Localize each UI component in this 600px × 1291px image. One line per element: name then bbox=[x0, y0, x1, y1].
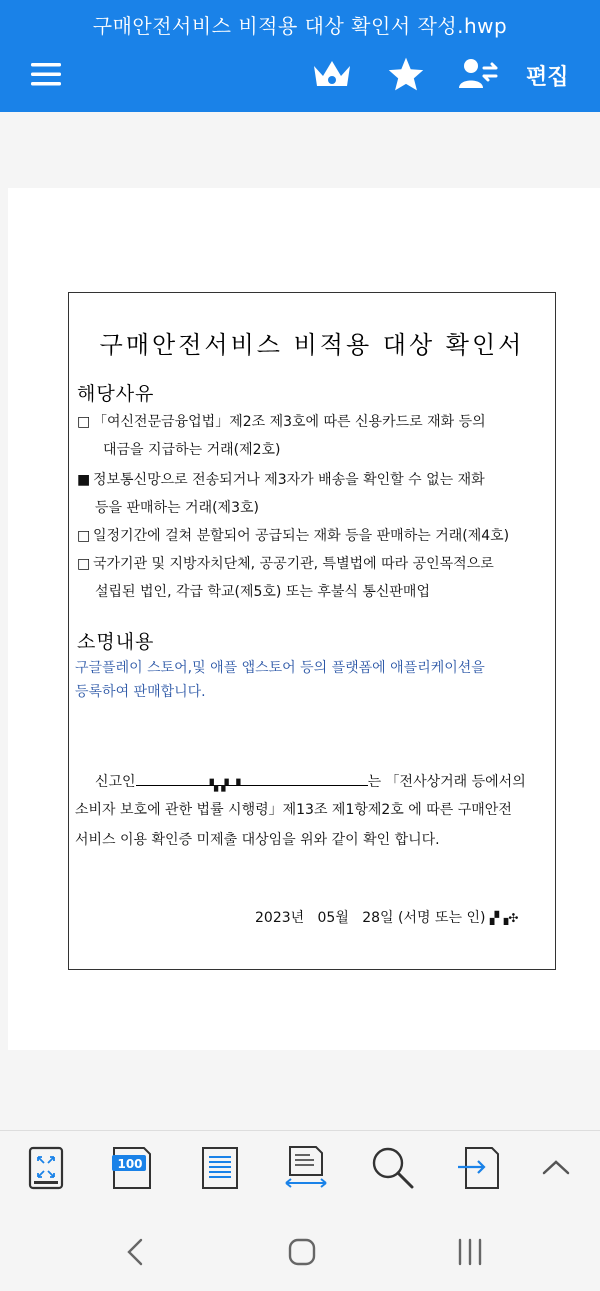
explanation-line-2: 등록하여 판매합니다. bbox=[75, 684, 206, 700]
checkbox-mark: □ bbox=[77, 528, 91, 544]
checkbox-mark: ■ bbox=[77, 472, 91, 488]
reporter-label: 신고인 bbox=[95, 774, 136, 790]
zoom-100-icon[interactable] bbox=[110, 1145, 154, 1191]
document-frame bbox=[68, 292, 556, 970]
underline-blank bbox=[284, 785, 368, 786]
reason-item-2-cont: 등을 판매하는 거래(제3호) bbox=[95, 500, 259, 516]
reason-item-1 bbox=[77, 411, 486, 431]
menu-icon[interactable] bbox=[24, 52, 68, 96]
chevron-up-icon[interactable] bbox=[534, 1145, 578, 1191]
reason-text: 「여신전문금융업법」제2조 제3호에 따른 신용카드로 재화 등의 bbox=[93, 414, 486, 430]
signature-note: (서명 또는 인) bbox=[398, 910, 486, 926]
reason-item-4-cont: 설립된 법인, 각급 학교(제5호) 또는 후불식 통신판매업 bbox=[95, 584, 430, 600]
reason-text: 정보통신망으로 전송되거나 제3자가 배송을 확인할 수 없는 재화 bbox=[93, 472, 485, 488]
section-heading-reasons: 해당사유 bbox=[77, 383, 155, 405]
reason-item-4 bbox=[77, 553, 494, 573]
page-view-icon[interactable] bbox=[198, 1145, 242, 1191]
declaration-line-2: 소비자 보호에 관한 법률 시행령」제13조 제1항제2호 에 따른 구매안전 bbox=[75, 802, 512, 818]
system-nav-bar bbox=[0, 1210, 600, 1291]
declaration-line-3: 서비스 이용 확인증 미제출 대상임을 위와 같이 확인 합니다. bbox=[75, 832, 440, 848]
star-icon[interactable] bbox=[384, 52, 428, 96]
reason-item-1-cont: 대금을 지급하는 거래(제2호) bbox=[103, 442, 281, 458]
declaration-line-1 bbox=[95, 771, 526, 791]
zoom-badge: 100 bbox=[117, 1157, 143, 1171]
reason-text: 국가기관 및 지방자치단체, 공공기관, 특별법에 따라 공인목적으로 bbox=[93, 556, 494, 572]
date-year: 2023년 bbox=[255, 910, 305, 926]
fit-screen-icon[interactable] bbox=[24, 1145, 68, 1191]
section-heading-explanation: 소명내용 bbox=[77, 631, 155, 653]
recent-apps-icon[interactable] bbox=[450, 1232, 490, 1272]
crown-icon[interactable] bbox=[310, 52, 354, 96]
explanation-line-1: 구글플레이 스토어,및 애플 앱스토어 등의 플랫폼에 애플리케이션을 bbox=[75, 660, 485, 676]
home-icon[interactable] bbox=[282, 1232, 322, 1272]
document-viewport[interactable] bbox=[0, 112, 600, 1130]
signature-mark: ▞▗✣ bbox=[489, 911, 519, 925]
bottom-toolbar bbox=[0, 1130, 600, 1211]
declaration-suffix: 는 「전사상거래 등에서의 bbox=[367, 774, 526, 790]
document-page bbox=[8, 188, 600, 1050]
reporter-name-blank bbox=[172, 779, 284, 792]
back-icon[interactable] bbox=[116, 1232, 156, 1272]
reflow-icon[interactable] bbox=[284, 1145, 328, 1191]
search-icon[interactable] bbox=[370, 1145, 414, 1191]
underline-blank bbox=[136, 785, 172, 786]
redacted-name-mark: ▚▗▘▝ bbox=[209, 779, 240, 792]
user-swap-icon[interactable] bbox=[456, 52, 500, 96]
reason-text: 일정기간에 걸쳐 분할되어 공급되는 재화 등을 판매하는 거래(제4호) bbox=[93, 528, 510, 544]
app-bar bbox=[0, 0, 600, 112]
document-title: 구매안전서비스 비적용 대상 확인서 bbox=[99, 331, 525, 359]
date-month: 05월 bbox=[317, 910, 349, 926]
date-day: 28일 bbox=[362, 910, 394, 926]
checkbox-mark: □ bbox=[77, 414, 91, 430]
file-title: 구매안전서비스 비적용 대상 확인서 작성.hwp bbox=[92, 14, 508, 38]
reason-item-2 bbox=[77, 469, 485, 489]
reason-item-3 bbox=[77, 525, 509, 545]
date-line bbox=[255, 907, 518, 927]
checkbox-mark: □ bbox=[77, 556, 91, 572]
export-icon[interactable] bbox=[458, 1145, 502, 1191]
edit-button[interactable]: 편집 bbox=[526, 65, 569, 90]
